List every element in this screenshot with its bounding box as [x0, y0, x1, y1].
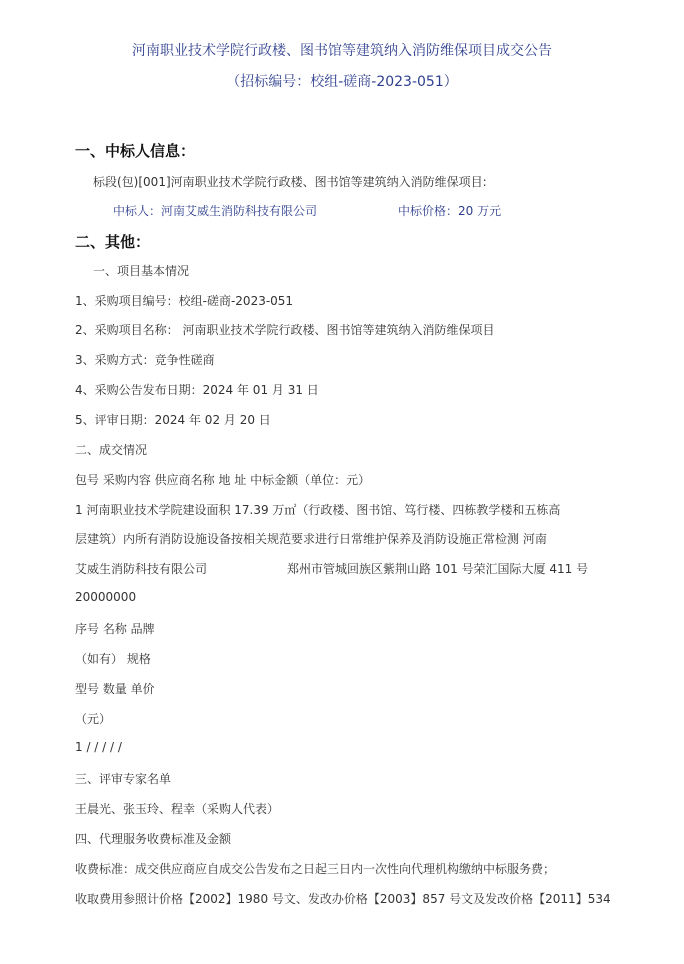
deal-row-address: 郑州市管城回族区紫荆山路 101 号荣汇国际大厦 411 号	[287, 562, 589, 576]
winner-name: 中标人：河南艾威生消防科技有限公司	[113, 204, 318, 218]
section-heading-winner: 一、中标人信息：	[75, 142, 196, 160]
subheading-agency-fee: 四、代理服务收费标准及金额	[75, 832, 232, 846]
item-project-name: 2、采购项目名称： 河南职业技术学院行政楼、图书馆等建筑纳入消防维保项目	[75, 323, 495, 337]
subheading-deal-status: 二、成交情况	[75, 443, 148, 457]
subheading-basic-info: 一、项目基本情况	[93, 264, 190, 278]
deal-row-supplier: 艾威生消防科技有限公司	[75, 562, 208, 576]
section-heading-other: 二、其他：	[75, 233, 151, 251]
deal-row-text: 1 河南职业技术学院建设面积 17.39 万㎡（行政楼、图书馆、笃行楼、四栋教学楼和五栋高	[75, 503, 561, 517]
item-publish-date: 4、采购公告发布日期：2024 年 01 月 31 日	[75, 383, 319, 397]
subheading-experts: 三、评审专家名单	[75, 772, 172, 786]
deal-table-header: 包号 采购内容 供应商名称 地 址 中标金额（单位：元）	[75, 473, 371, 487]
item-project-number: 1、采购项目编号：校组-磋商-2023-051	[75, 294, 294, 308]
goods-header: 型号 数量 单价	[75, 682, 155, 696]
document-subtitle: （招标编号：校组-磋商-2023-051）	[226, 74, 458, 90]
lot-line: 标段(包)[001]河南职业技术学院行政楼、图书馆等建筑纳入消防维保项目:	[93, 175, 487, 189]
experts-list: 王晨光、张玉玲、程幸（采购人代表）	[75, 802, 280, 816]
goods-row: 1 / / / / /	[75, 740, 122, 754]
fee-standard-text: 收取费用参照计价格【2002】1980 号文、发改办价格【2003】857 号文及发改价格【2011】534	[75, 892, 611, 906]
document-title: 河南职业技术学院行政楼、图书馆等建筑纳入消防维保项目成交公告	[132, 43, 552, 59]
deal-row-text: 层建筑）内所有消防设施设备按相关规范要求进行日常维护保养及消防设施正常检测 河南	[75, 532, 547, 546]
goods-header: 序号 名称 品牌	[75, 622, 155, 636]
item-procurement-method: 3、采购方式：竞争性磋商	[75, 353, 215, 367]
goods-header: （如有） 规格	[75, 652, 151, 666]
fee-standard-text: 收费标准：成交供应商应自成交公告发布之日起三日内一次性向代理机构缴纳中标服务费；	[75, 862, 556, 876]
goods-header: （元）	[75, 712, 112, 726]
winner-price: 中标价格：20 万元	[398, 204, 502, 218]
deal-row-amount: 20000000	[75, 590, 137, 604]
item-review-date: 5、评审日期：2024 年 02 月 20 日	[75, 413, 271, 427]
